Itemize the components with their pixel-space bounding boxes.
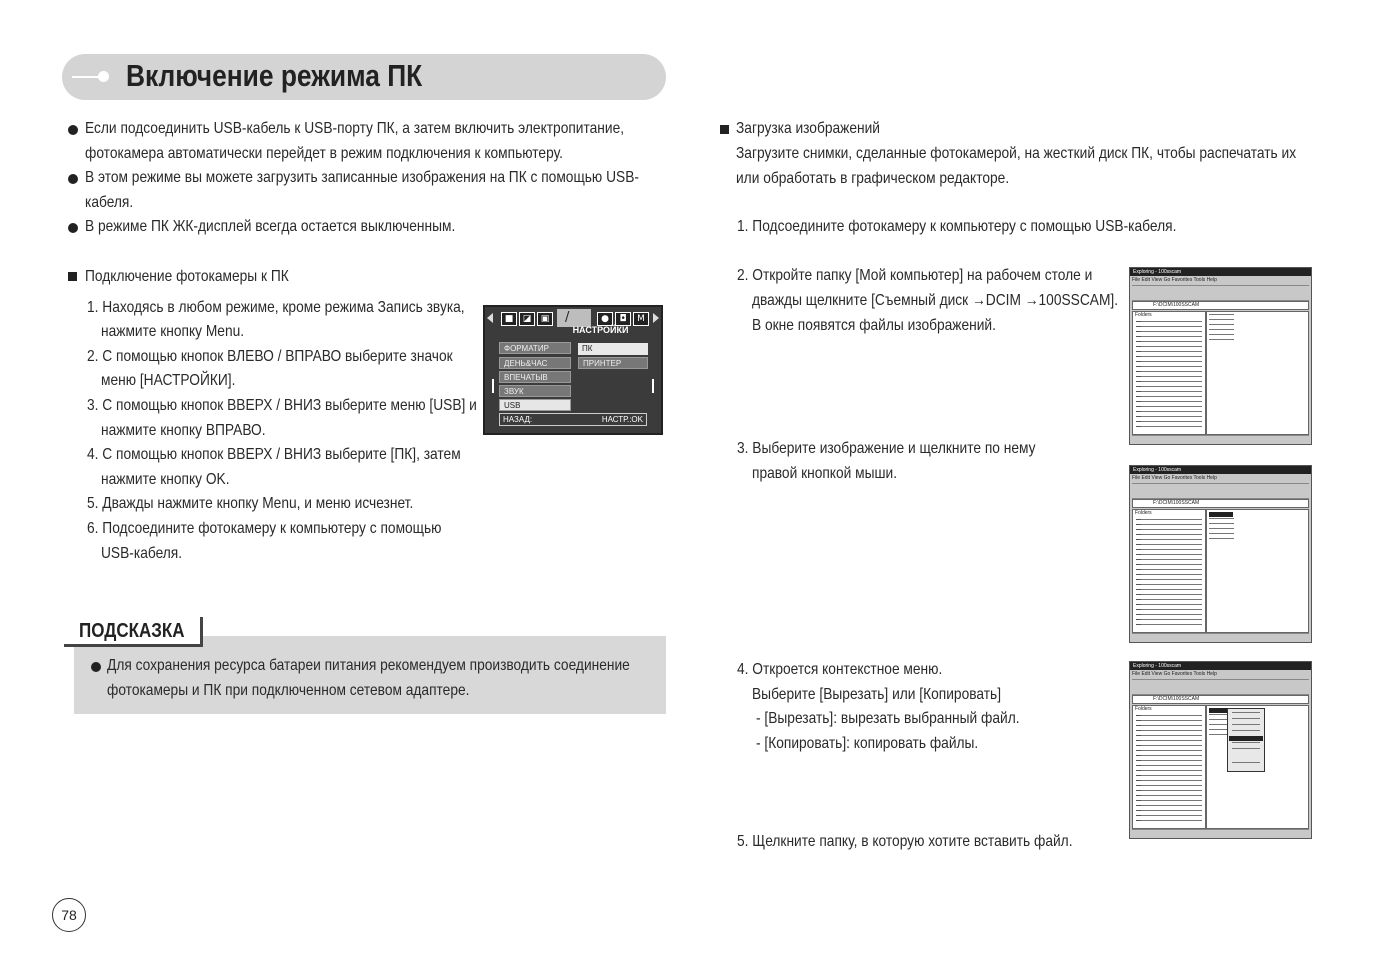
- explorer-title: Exploring - 100sscam: [1130, 466, 1311, 474]
- explorer-window: [1129, 267, 1312, 445]
- right-step-5: 5. Щелкните папку, в которую хотите вставить файл.: [737, 833, 1073, 850]
- menu-item: ДЕНЬ&ЧАС: [499, 357, 571, 369]
- step-4-line-2: нажмите кнопку OK.: [101, 471, 230, 488]
- files-pane: [1206, 509, 1309, 633]
- explorer-address: F:\DCIM\100SSCAM: [1132, 301, 1309, 310]
- footer-back: НАЗАД:: [503, 415, 533, 424]
- menu-item-selected: USB: [499, 399, 571, 411]
- context-menu: [1227, 708, 1265, 772]
- hint-title: ПОДСКАЗКА: [79, 620, 185, 642]
- bullet-1-line-1: Если подсоединить USB-кабель к USB-порту ПК, а затем включить электропитание,: [85, 120, 625, 137]
- explorer-title: Exploring - 100sscam: [1130, 662, 1311, 670]
- menu-item: ФОРМАТИР: [499, 342, 571, 354]
- step-3-line-1: 3. С помощью кнопок ВВЕРХ / ВНИЗ выберите меню [USB] и: [87, 397, 477, 414]
- right-step-2-line-2: дважды щелкните [Съемный диск →DCIM →100SSCAM].: [752, 292, 1119, 309]
- bullet-2-line-2: кабеля.: [85, 194, 134, 211]
- hint-line-1: Для сохранения ресурса батареи питания рекомендуем производить соединение: [107, 657, 630, 674]
- step-4-line-1: 4. С помощью кнопок ВВЕРХ / ВНИЗ выберите [ПК], затем: [87, 446, 461, 463]
- bullet-dot: [91, 662, 101, 672]
- section-square: [68, 272, 77, 281]
- effect-icon: ◪: [519, 312, 535, 326]
- bullet-dot: [68, 174, 78, 184]
- explorer-menu: File Edit View Go Favorites Tools Help: [1132, 475, 1217, 481]
- explorer-toolbar: [1132, 679, 1309, 695]
- right-step-2-line-1: 2. Откройте папку [Мой компьютер] на рабочем столе и: [737, 267, 1093, 284]
- menu-item: ЗВУК: [499, 385, 571, 397]
- folders-pane: [1132, 705, 1206, 829]
- right-step-4-line-1: 4. Откроется контекстное меню.: [737, 661, 943, 678]
- context-items: [1232, 712, 1260, 754]
- right-step-4-line-3: - [Вырезать]: вырезать выбранный файл.: [756, 710, 1020, 727]
- context-properties: [1232, 762, 1260, 763]
- file-list: [1209, 314, 1234, 344]
- scroll-left-mark: [492, 379, 494, 393]
- folders-label: Folders: [1135, 706, 1152, 712]
- selected-file: [1209, 512, 1233, 517]
- menu-header: НАСТРОЙКИ: [572, 325, 629, 335]
- files-pane: [1206, 311, 1309, 435]
- files-pane: [1206, 705, 1309, 829]
- explorer-toolbar: [1132, 483, 1309, 499]
- page-number: 78: [52, 898, 86, 932]
- right-intro-line-1: Загрузите снимки, сделанные фотокамерой, на жесткий диск ПК, чтобы распечатать их: [736, 145, 1297, 162]
- submenu-item: ПРИНТЕР: [578, 357, 648, 369]
- step-5-line-1: 5. Дважды нажмите кнопку Menu, и меню исчезнет.: [87, 495, 414, 512]
- tree-labels: [1141, 321, 1202, 431]
- step-6-line-2: USB-кабеля.: [101, 545, 183, 562]
- camera-setup-menu: [483, 305, 663, 435]
- menu-item: ВПЕЧАТЫВ: [499, 371, 571, 383]
- right-step-4-line-4: - [Копировать]: копировать файлы.: [756, 735, 979, 752]
- explorer-toolbar: [1132, 285, 1309, 301]
- bullet-dot: [68, 125, 78, 135]
- folders-pane: [1132, 509, 1206, 633]
- bullet-dot: [68, 223, 78, 233]
- submenu-item-selected: ПК: [578, 343, 648, 355]
- step-2-line-1: 2. С помощью кнопок ВЛЕВО / ВПРАВО выберите значок: [87, 348, 453, 365]
- section-heading: Подключение фотокамеры к ПК: [85, 268, 289, 285]
- mode-icon: ■: [501, 312, 517, 326]
- step-1-line-1: 1. Находясь в любом режиме, кроме режима Запись звука,: [87, 299, 465, 316]
- right-intro-line-2: или обработать в графическом редакторе.: [736, 170, 1010, 187]
- tree-labels: [1141, 519, 1202, 629]
- status-bar: [1132, 633, 1309, 641]
- scroll-right-mark: [652, 379, 654, 393]
- explorer-address: F:\DCIM\100SSCAM: [1132, 499, 1309, 508]
- explorer-menu: File Edit View Go Favorites Tools Help: [1132, 277, 1217, 283]
- folders-pane: [1132, 311, 1206, 435]
- right-step-4-line-2: Выберите [Вырезать] или [Копировать]: [752, 686, 1002, 703]
- folders-label: Folders: [1135, 312, 1152, 318]
- bullet-3-line-1: В режиме ПК ЖК-дисплей всегда остается выключенным.: [85, 218, 456, 235]
- page-title: Включение режима ПК: [126, 58, 423, 93]
- title-dot: [98, 71, 109, 82]
- left-arrow-icon: [487, 313, 493, 323]
- bullet-1-line-2: фотокамера автоматически перейдет в режим подключения к компьютеру.: [85, 145, 563, 162]
- wrench-icon: /: [565, 310, 570, 325]
- camera-icon: ◘: [615, 312, 631, 326]
- file-list: [1209, 518, 1234, 543]
- right-step-1: 1. Подсоедините фотокамеру к компьютеру с помощью USB-кабеля.: [737, 218, 1177, 235]
- step-3-line-2: нажмите кнопку ВПРАВО.: [101, 422, 266, 439]
- section-square: [720, 125, 729, 134]
- step-1-line-2: нажмите кнопку Menu.: [101, 323, 245, 340]
- right-step-3-line-1: 3. Выберите изображение и щелкните по нему: [737, 440, 1036, 457]
- footer-set: НАСТР.:OK: [601, 415, 643, 424]
- folders-label: Folders: [1135, 510, 1152, 516]
- context-copy-highlight: [1229, 736, 1263, 741]
- person-icon: ●: [597, 312, 613, 326]
- right-step-3-line-2: правой кнопкой мыши.: [752, 465, 898, 482]
- explorer-window: [1129, 465, 1312, 643]
- explorer-address: F:\DCIM\100SSCAM: [1132, 695, 1309, 704]
- explorer-window: [1129, 661, 1312, 839]
- right-arrow-icon: [653, 313, 659, 323]
- tree-labels: [1141, 715, 1202, 825]
- step-6-line-1: 6. Подсоедините фотокамеру к компьютеру с помощью: [87, 520, 442, 537]
- step-2-line-2: меню [НАСТРОЙКИ].: [101, 372, 236, 389]
- status-bar: [1132, 435, 1309, 443]
- hint-line-2: фотокамеры и ПК при подключенном сетевом адаптере.: [107, 682, 470, 699]
- right-heading: Загрузка изображений: [736, 120, 880, 137]
- status-bar: [1132, 829, 1309, 837]
- manual-mode-icon: M: [633, 312, 649, 326]
- explorer-menu: File Edit View Go Favorites Tools Help: [1132, 671, 1217, 677]
- menu-footer: [499, 413, 647, 426]
- right-step-2-line-3: В окне появятся файлы изображений.: [752, 317, 996, 334]
- frame-icon: ▣: [537, 312, 553, 326]
- explorer-title: Exploring - 100sscam: [1130, 268, 1311, 276]
- bullet-2-line-1: В этом режиме вы можете загрузить записанные изображения на ПК с помощью USB-: [85, 169, 639, 186]
